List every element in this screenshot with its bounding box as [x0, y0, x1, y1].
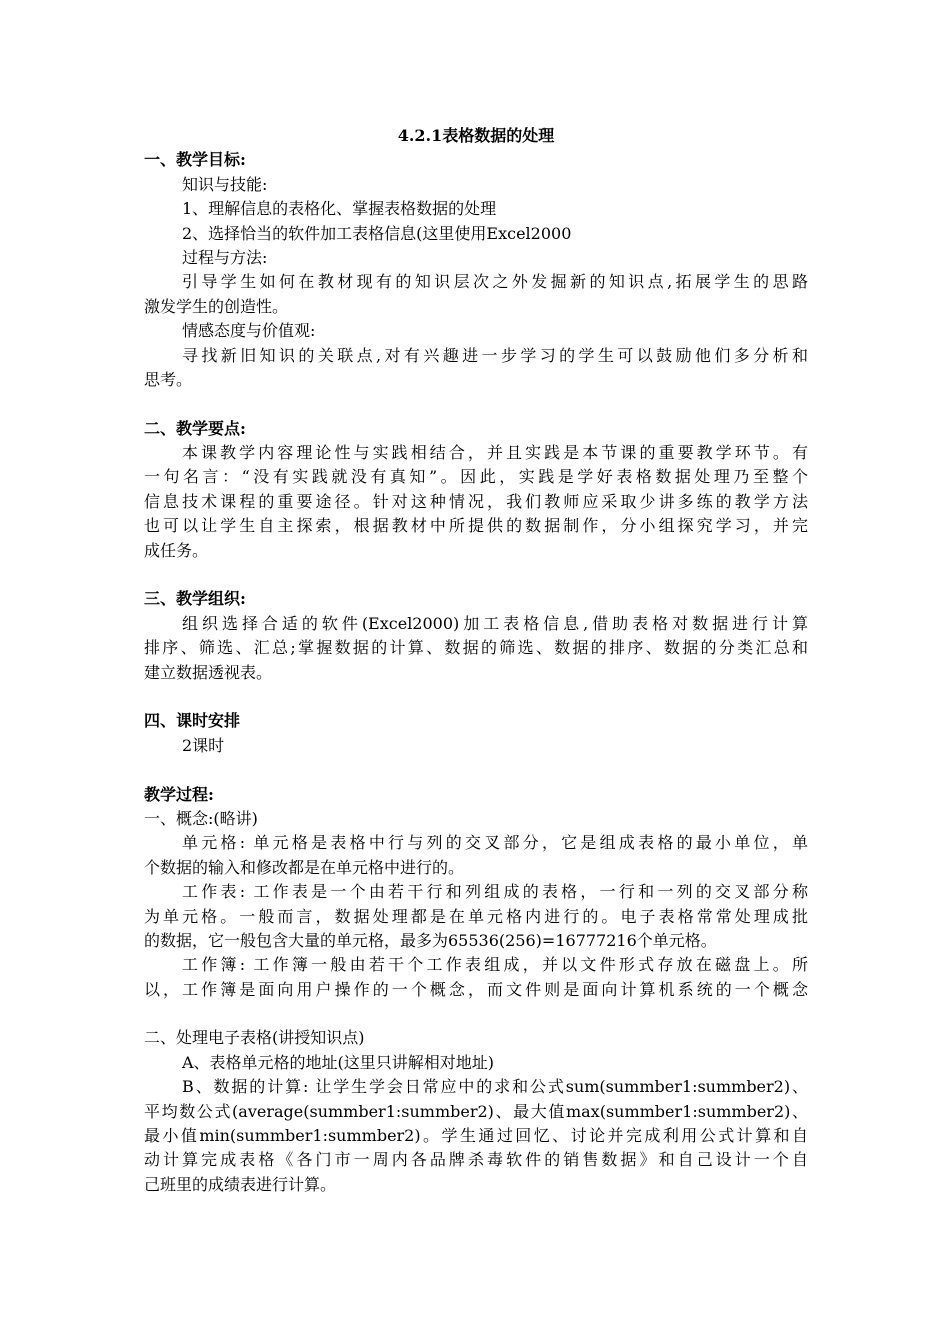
- cell-definition-line: 单元格: 单元格是表格中行与列的交叉部分，它是组成表格的最小单位，单: [182, 833, 808, 853]
- section-heading-organization: 三、教学组织:: [144, 589, 246, 609]
- sheet-definition-line: 的数据，它一般包含大量的单元格，最多为65536(256)=16777216个单元格。: [144, 930, 717, 950]
- sheet-definition-line: 为单元格。一般而言，数据处理都是在单元格内进行的。电子表格常常处理成批: [144, 906, 808, 926]
- organization-line: 组织选择合适的软件(Excel2000)加工表格信息,借助表格对数据进行计算: [182, 613, 808, 633]
- section-heading-goals: 一、教学目标:: [144, 150, 246, 170]
- point-a-line: A、表格单元格的地址(这里只讲解相对地址): [182, 1052, 495, 1072]
- spacer: [144, 563, 808, 587]
- key-points-line: 也可以让学生自主探索，根据教材中所提供的数据制作，分小组探究学习，并完: [144, 516, 808, 536]
- schedule-line: 2课时: [182, 735, 225, 755]
- point-b-line: 最小值min(summber1:summber2)。学生通过回忆、讨论并完成利用公式计算和自: [144, 1126, 808, 1146]
- process-label: 过程与方法:: [182, 247, 268, 267]
- process-text-line: 激发学生的创造性。: [144, 296, 289, 316]
- book-definition-line: 以，工作簿是面向用户操作的一个概念，而文件则是面向计算机系统的一个概念: [144, 979, 808, 999]
- document-title: 4.2.1表格数据的处理: [397, 126, 555, 145]
- attitude-text-line: 思考。: [144, 369, 193, 389]
- section-heading-key-points: 二、教学要点:: [144, 418, 246, 438]
- key-points-line: 成任务。: [144, 540, 209, 560]
- section-heading-schedule: 四、课时安排: [144, 711, 241, 731]
- cell-definition-line: 个数据的输入和修改都是在单元格中进行的。: [144, 857, 465, 877]
- key-points-line: 信息技术课程的重要途径。针对这种情况，我们教师应采取少讲多练的教学方法: [144, 491, 808, 511]
- organization-line: 建立数据透视表。: [144, 662, 273, 682]
- key-points-line: 一句名言：“没有实践就没有真知”。因此，实践是学好表格数据处理乃至整个: [144, 467, 808, 487]
- spacer: [144, 685, 808, 709]
- spacer: [144, 392, 808, 416]
- knowledge-label: 知识与技能:: [182, 174, 268, 194]
- spacer: [144, 758, 808, 782]
- document-page: [144, 124, 808, 1197]
- point-b-line: 己班里的成绩表进行计算。: [144, 1174, 337, 1194]
- knowledge-item-1: 1、理解信息的表格化、掌握表格数据的处理: [182, 199, 497, 219]
- point-b-line: B、数据的计算: 让学生学会日常应中的求和公式sum(summber1:summber2)、: [182, 1077, 808, 1097]
- key-points-line: 本课教学内容理论性与实践相结合，并且实践是本节课的重要教学环节。有: [182, 443, 808, 463]
- section-heading-process: 教学过程:: [144, 784, 214, 804]
- attitude-text-line: 寻找新旧知识的关联点,对有兴趣进一步学习的学生可以鼓励他们多分析和: [182, 345, 808, 365]
- book-definition-line: 工作簿: 工作簿一般由若干个工作表组成，并以文件形式存放在磁盘上。所: [182, 955, 808, 975]
- point-b-line: 动计算完成表格《各门市一周内各品牌杀毒软件的销售数据》和自己设计一个自: [144, 1150, 808, 1170]
- knowledge-item-2: 2、选择恰当的软件加工表格信息(这里使用Excel2000: [182, 223, 572, 243]
- process-text-line: 引导学生如何在教材现有的知识层次之外发掘新的知识点,拓展学生的思路: [182, 272, 808, 292]
- point-b-line: 平均数公式(average(summber1:summber2)、最大值max(summber1:summber2)、: [144, 1101, 808, 1121]
- spacer: [144, 1002, 808, 1026]
- concept-heading: 一、概念:(略讲): [144, 808, 258, 828]
- organization-line: 排序、筛选、汇总;掌握数据的计算、数据的筛选、数据的排序、数据的分类汇总和: [144, 638, 808, 658]
- attitude-label: 情感态度与价值观:: [182, 321, 316, 341]
- spreadsheet-heading: 二、处理电子表格(讲授知识点): [144, 1028, 365, 1048]
- sheet-definition-line: 工作表: 工作表是一个由若干行和列组成的表格，一行和一列的交叉部分称: [182, 882, 808, 902]
